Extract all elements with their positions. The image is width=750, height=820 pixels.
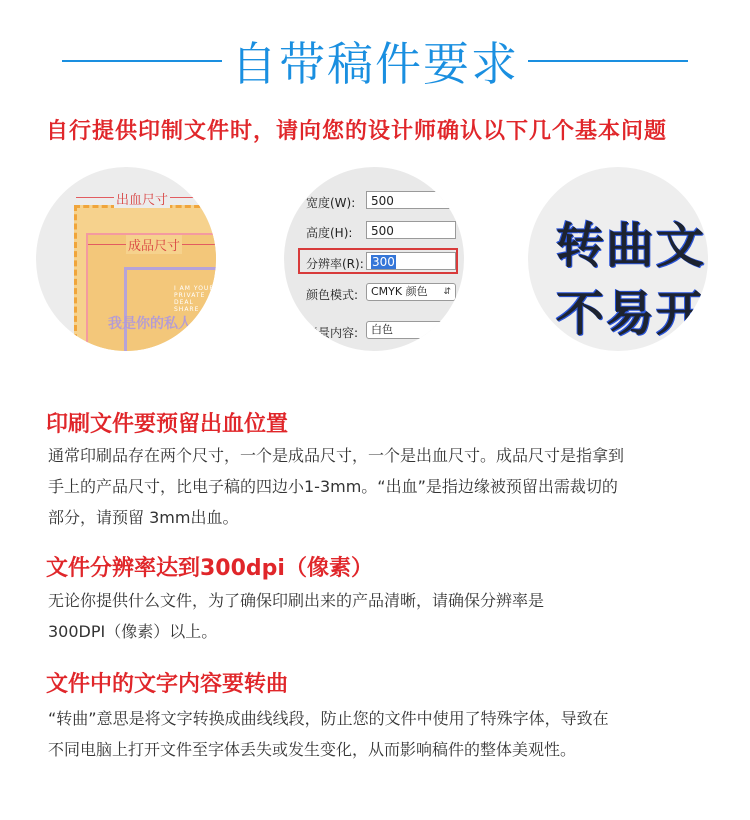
inner-design-text: 我是你的私人: [108, 316, 192, 332]
width-field: 500: [366, 191, 456, 209]
outlined-text-line-1: 转曲文: [556, 218, 707, 274]
body-line: 300DPI（像素）以上。: [48, 622, 218, 641]
dialog-label: 宽度(W):: [306, 196, 356, 210]
resolution-dialog-illustration: [284, 167, 464, 351]
resolution-field: [366, 252, 456, 270]
outlined-text-line-2: 不易开: [556, 286, 707, 342]
resolution-value: 300: [372, 255, 395, 269]
trim-size-label: 成品尺寸: [126, 235, 182, 254]
dialog-row-height: [284, 221, 464, 243]
page-header: [0, 24, 750, 94]
section-body-bleed: [48, 440, 708, 533]
dialog-row-color-mode: [284, 283, 464, 305]
chevron-updown-icon: ⇵: [443, 287, 451, 297]
inner-small-text: I AM YOUR PRIVATE DEAL SHARE: [174, 285, 215, 313]
bleed-illustration: [36, 167, 216, 351]
body-line: 通常印刷品存在两个尺寸，一个是成品尺寸，一个是出血尺寸。成品尺寸是指拿到: [48, 446, 625, 465]
page-subtitle: 自行提供印制文件时，请向您的设计师确认以下几个基本问题: [46, 119, 668, 144]
dialog-label: 颜色模式:: [306, 288, 359, 302]
dialog-row-background: [284, 321, 464, 343]
body-line: 无论你提供什么文件，为了确保印刷出来的产品清晰，请确保分辨率是: [48, 591, 545, 610]
dialog-row-resolution: [284, 252, 464, 274]
dialog-label: 背景内容:: [306, 326, 359, 340]
dialog-label: 高度(H):: [306, 226, 353, 240]
page-title: 自带稿件要求: [231, 37, 519, 91]
dialog-row-width: [284, 191, 464, 213]
section-body-resolution: [48, 585, 708, 647]
body-line: 手上的产品尺寸，比电子稿的四边小1-3mm。“出血”是指边缘被预留出需裁切的: [48, 477, 618, 496]
background-value: 白色: [371, 323, 393, 336]
section-title-outline: 文件中的文字内容要转曲: [46, 672, 289, 697]
background-select: [366, 321, 456, 339]
section-title-resolution: 文件分辨率达到300dpi（像素）: [46, 556, 373, 581]
height-field: 500: [366, 221, 456, 239]
section-title-bleed: 印刷文件要预留出血位置: [46, 412, 289, 437]
color-mode-select: [366, 283, 456, 301]
title-divider-left: [62, 60, 222, 62]
title-divider-right: [528, 60, 688, 62]
body-line: “转曲”意思是将文字转换成曲线线段，防止您的文件中使用了特殊字体，导致在: [48, 709, 609, 728]
section-body-outline: [48, 703, 708, 765]
dialog-label: 分辨率(R):: [306, 257, 364, 271]
body-line: 不同电脑上打开文件至字体丢失或发生变化，从而影响稿件的整体美观性。: [48, 740, 577, 759]
color-mode-value: CMYK 颜色: [371, 285, 428, 298]
body-line: 部分，请预留 3mm出血。: [48, 508, 239, 527]
bleed-size-label: 出血尺寸: [114, 189, 170, 208]
outlined-text-illustration: [528, 167, 708, 351]
